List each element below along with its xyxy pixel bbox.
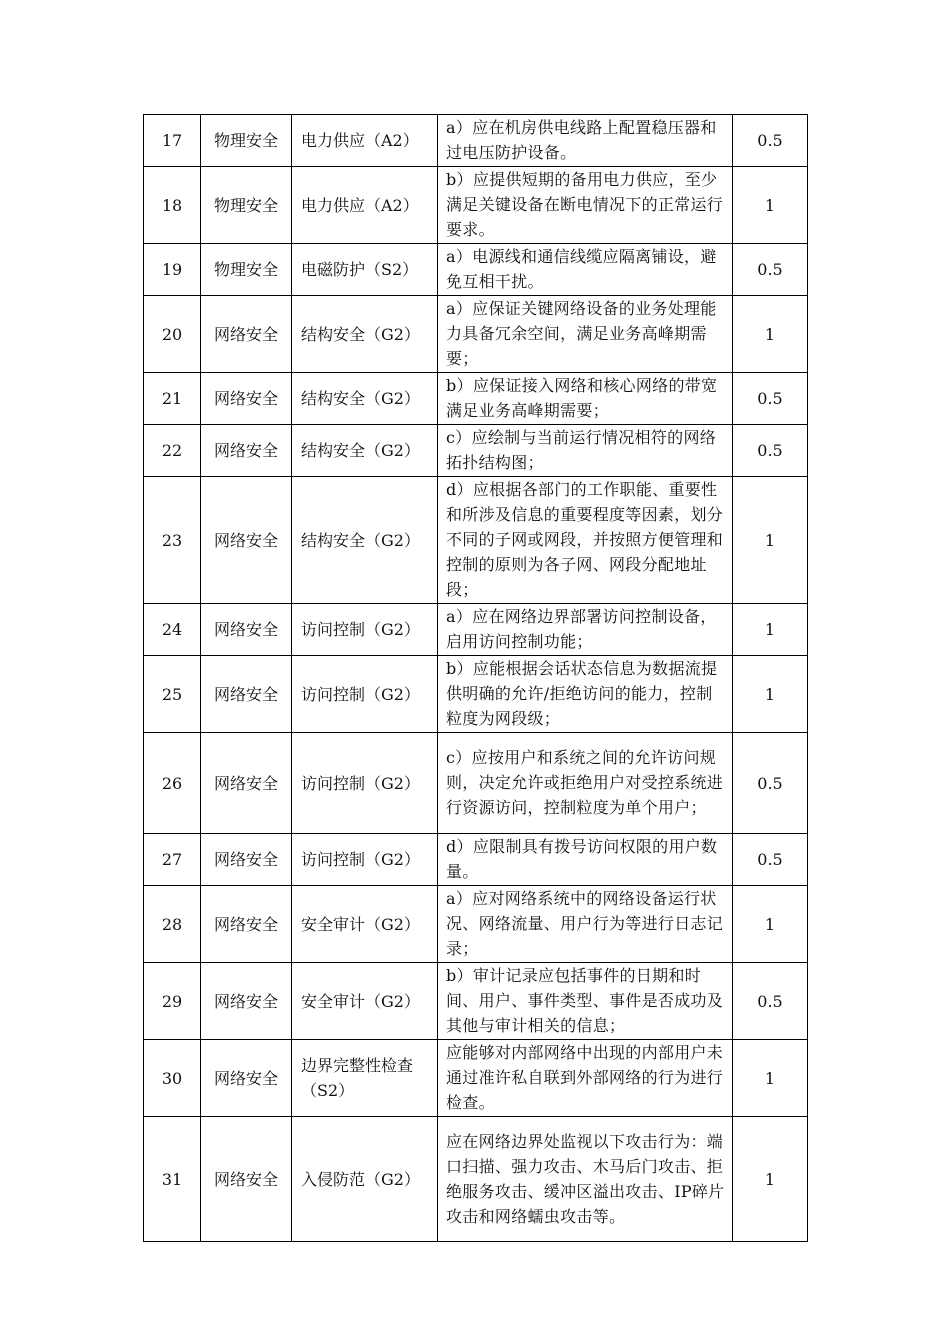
row-score: 0.5 — [733, 425, 808, 477]
row-control-item: 访问控制（G2） — [292, 834, 438, 886]
row-score: 0.5 — [733, 963, 808, 1040]
row-control-item: 结构安全（G2） — [292, 425, 438, 477]
row-score: 1 — [733, 604, 808, 656]
row-number: 29 — [144, 963, 201, 1040]
row-score: 1 — [733, 167, 808, 244]
row-control-item: 电磁防护（S2） — [292, 244, 438, 296]
row-category: 物理安全 — [201, 115, 292, 167]
table-row — [144, 425, 808, 477]
row-requirement: b）应能根据会话状态信息为数据流提供明确的允许/拒绝访问的能力，控制粒度为网段级； — [438, 656, 733, 733]
row-number: 28 — [144, 886, 201, 963]
table-row — [144, 1117, 808, 1242]
row-control-item: 访问控制（G2） — [292, 604, 438, 656]
table-row — [144, 296, 808, 373]
table-row — [144, 373, 808, 425]
row-score: 1 — [733, 656, 808, 733]
row-control-item: 结构安全（G2） — [292, 296, 438, 373]
table-row — [144, 963, 808, 1040]
row-control-item: 安全审计（G2） — [292, 886, 438, 963]
row-requirement: b）应保证接入网络和核心网络的带宽满足业务高峰期需要； — [438, 373, 733, 425]
row-control-item: 访问控制（G2） — [292, 733, 438, 834]
row-requirement: a）应对网络系统中的网络设备运行状况、网络流量、用户行为等进行日志记录； — [438, 886, 733, 963]
row-category: 物理安全 — [201, 167, 292, 244]
table-row — [144, 604, 808, 656]
row-requirement: a）应在网络边界部署访问控制设备，启用访问控制功能； — [438, 604, 733, 656]
row-number: 30 — [144, 1040, 201, 1117]
table-row — [144, 834, 808, 886]
row-control-item: 安全审计（G2） — [292, 963, 438, 1040]
row-number: 23 — [144, 477, 201, 604]
row-control-item: 电力供应（A2） — [292, 115, 438, 167]
table-row — [144, 733, 808, 834]
row-score: 1 — [733, 296, 808, 373]
table-row — [144, 1040, 808, 1117]
row-score: 1 — [733, 886, 808, 963]
row-requirement: c）应按用户和系统之间的允许访问规则，决定允许或拒绝用户对受控系统进行资源访问，控制粒度为单个用户； — [438, 733, 733, 834]
row-category: 网络安全 — [201, 477, 292, 604]
row-requirement: c）应绘制与当前运行情况相符的网络拓扑结构图； — [438, 425, 733, 477]
row-requirement: a）应在机房供电线路上配置稳压器和过电压防护设备。 — [438, 115, 733, 167]
row-requirement: a）电源线和通信线缆应隔离铺设，避免互相干扰。 — [438, 244, 733, 296]
row-category: 网络安全 — [201, 1040, 292, 1117]
row-category: 网络安全 — [201, 296, 292, 373]
row-score: 1 — [733, 1040, 808, 1117]
row-score: 0.5 — [733, 834, 808, 886]
row-number: 24 — [144, 604, 201, 656]
row-number: 21 — [144, 373, 201, 425]
row-requirement: 应在网络边界处监视以下攻击行为：端口扫描、强力攻击、木马后门攻击、拒绝服务攻击、缓冲区溢出攻击、IP碎片攻击和网络蠕虫攻击等。 — [438, 1117, 733, 1242]
row-category: 网络安全 — [201, 1117, 292, 1242]
row-category: 网络安全 — [201, 604, 292, 656]
row-control-item: 访问控制（G2） — [292, 656, 438, 733]
row-category: 网络安全 — [201, 373, 292, 425]
row-number: 19 — [144, 244, 201, 296]
row-number: 26 — [144, 733, 201, 834]
row-category: 网络安全 — [201, 886, 292, 963]
row-category: 物理安全 — [201, 244, 292, 296]
row-score: 0.5 — [733, 115, 808, 167]
row-control-item: 边界完整性检查（S2） — [292, 1040, 438, 1117]
row-category: 网络安全 — [201, 733, 292, 834]
row-control-item: 结构安全（G2） — [292, 373, 438, 425]
row-requirement: b）审计记录应包括事件的日期和时间、用户、事件类型、事件是否成功及其他与审计相关的信息； — [438, 963, 733, 1040]
row-number: 17 — [144, 115, 201, 167]
row-number: 20 — [144, 296, 201, 373]
table-row — [144, 886, 808, 963]
table-row — [144, 656, 808, 733]
table-row — [144, 244, 808, 296]
row-number: 25 — [144, 656, 201, 733]
table-row — [144, 115, 808, 167]
row-score: 0.5 — [733, 373, 808, 425]
table-row — [144, 477, 808, 604]
row-control-item: 电力供应（A2） — [292, 167, 438, 244]
row-score: 0.5 — [733, 733, 808, 834]
table-row — [144, 167, 808, 244]
requirements-table — [143, 114, 808, 1242]
row-requirement: d）应限制具有拨号访问权限的用户数量。 — [438, 834, 733, 886]
row-number: 18 — [144, 167, 201, 244]
row-requirement: b）应提供短期的备用电力供应，至少满足关键设备在断电情况下的正常运行要求。 — [438, 167, 733, 244]
row-number: 22 — [144, 425, 201, 477]
row-number: 27 — [144, 834, 201, 886]
row-score: 1 — [733, 477, 808, 604]
row-score: 1 — [733, 1117, 808, 1242]
row-category: 网络安全 — [201, 425, 292, 477]
row-category: 网络安全 — [201, 656, 292, 733]
row-requirement: a）应保证关键网络设备的业务处理能力具备冗余空间，满足业务高峰期需要； — [438, 296, 733, 373]
row-control-item: 入侵防范（G2） — [292, 1117, 438, 1242]
row-requirement: 应能够对内部网络中出现的内部用户未通过准许私自联到外部网络的行为进行检查。 — [438, 1040, 733, 1117]
row-category: 网络安全 — [201, 834, 292, 886]
row-category: 网络安全 — [201, 963, 292, 1040]
row-control-item: 结构安全（G2） — [292, 477, 438, 604]
row-score: 0.5 — [733, 244, 808, 296]
row-number: 31 — [144, 1117, 201, 1242]
row-requirement: d）应根据各部门的工作职能、重要性和所涉及信息的重要程度等因素，划分不同的子网或网段，并按照方便管理和控制的原则为各子网、网段分配地址段； — [438, 477, 733, 604]
